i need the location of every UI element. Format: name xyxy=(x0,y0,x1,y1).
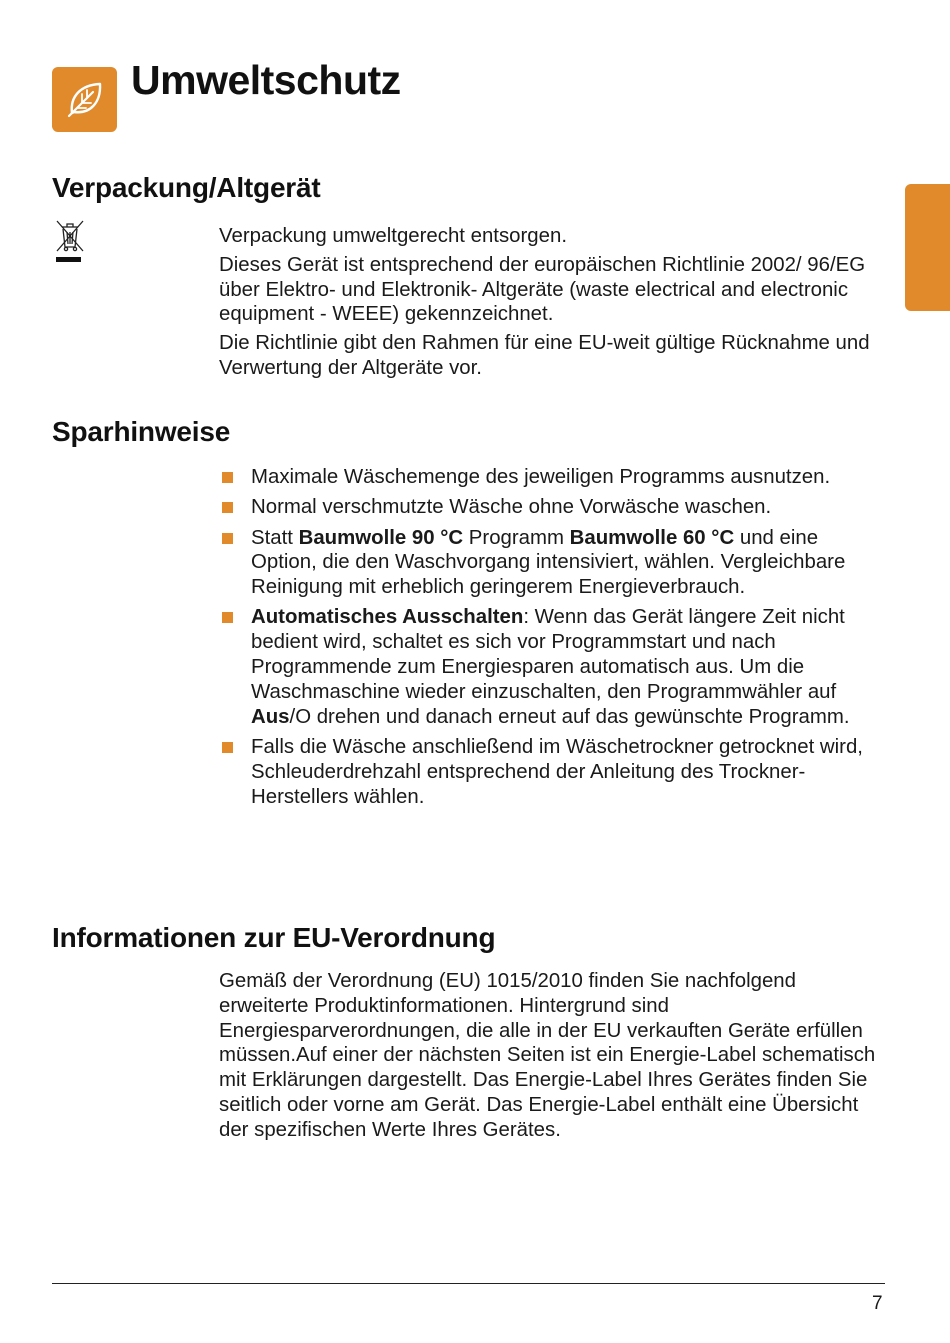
feature-name: Automatisches Ausschalten xyxy=(251,606,524,629)
paragraph: Dieses Gerät ist entsprechend der europäischen Richtlinie 2002/ 96/EG über Elektro- und Elektronik- Altgeräte (waste electrical and electronic equipment - WEEE) gekennzeichnet. xyxy=(219,253,866,326)
page-number: 7 xyxy=(872,1293,883,1314)
square-bullet-icon xyxy=(222,742,233,753)
crossed-out-wheelie-bin-icon xyxy=(53,218,87,266)
paragraph: Die Richtlinie gibt den Rahmen für eine EU-weit gültige Rücknahme und Verwertung der Altgeräte vor. xyxy=(219,332,870,379)
list-item-text: Statt xyxy=(251,526,299,549)
heading-tips: Sparhinweise xyxy=(52,416,231,447)
chapter-tab-marker xyxy=(905,184,950,311)
tips-list xyxy=(219,465,889,815)
list-item-text: /O drehen und danach erneut auf das gewünschte Programm. xyxy=(289,705,850,728)
heading-packaging: Verpackung/Altgerät xyxy=(52,172,321,203)
footer-divider xyxy=(52,1283,885,1284)
list-item-text: Programm xyxy=(463,526,570,549)
list-item-text: Falls die Wäsche anschließend im Wäschetrockner getrocknet wird, Schleuderdrehzahl entsprechend der Anleitung des Trockner-Herstellers wählen. xyxy=(251,735,863,808)
paragraph: Gemäß der Verordnung (EU) 1015/2010 finden Sie nachfolgend erweiterte Produktinformationen. Hintergrund sind Energiesparverordnungen, die alle in der EU verkauften Geräte erfüllen müssen.Auf einer der nächsten Seiten ist ein Energie-Label schematisch mit Erklärungen dargestellt. Das Energie-Label Ihres Gerätes finden Sie seitlich oder vorne am Gerät. Das Energie-Label enthält eine Übersicht der spezifischen Werte Ihres Gerätes. xyxy=(219,970,876,1141)
program-name: Baumwolle 60 °C xyxy=(569,526,735,549)
section-icon-box xyxy=(52,67,117,132)
list-item xyxy=(219,735,889,809)
packaging-text xyxy=(219,224,889,385)
list-item xyxy=(219,465,889,490)
square-bullet-icon xyxy=(222,502,233,513)
dial-position: Aus xyxy=(251,705,290,728)
square-bullet-icon xyxy=(222,472,233,483)
list-item-text: : Wenn das Gerät längere Zeit nicht bedient wird, schaltet es sich vor Programmstart und nach Programmende zum Energiesparen automatisch aus. Um die Waschmaschine wieder einzuschalten, den Programmwähler auf xyxy=(251,606,845,703)
list-item-text: Normal verschmutzte Wäsche ohne Vorwäsche waschen. xyxy=(251,496,772,519)
list-item xyxy=(219,605,889,729)
program-name: Baumwolle 90 °C xyxy=(298,526,464,549)
list-item xyxy=(219,526,889,600)
heading-eu-info: Informationen zur EU-Verordnung xyxy=(52,922,496,953)
page-title: Umweltschutz xyxy=(131,57,401,103)
list-item xyxy=(219,495,889,520)
list-item-text: Maximale Wäschemenge des jeweiligen Programms ausnutzen. xyxy=(251,466,831,488)
list-item-text: und eine Option, die den Waschvorgang intensiviert, wählen. Vergleichbare Reinigung mit erheblich geringerem Energieverbrauch. xyxy=(251,526,846,599)
eu-info-text xyxy=(219,969,889,1147)
leaf-icon xyxy=(60,75,109,124)
square-bullet-icon xyxy=(222,533,233,544)
square-bullet-icon xyxy=(222,612,233,623)
paragraph: Verpackung umweltgerecht entsorgen. xyxy=(219,225,567,247)
